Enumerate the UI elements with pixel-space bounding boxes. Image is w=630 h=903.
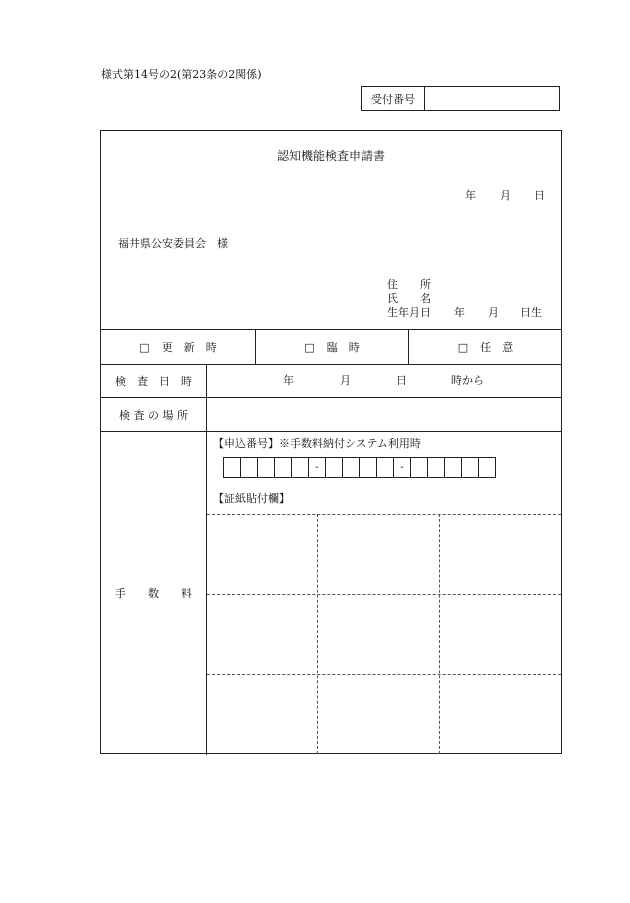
app-number-separator: - — [393, 457, 411, 478]
fee-label: 手 数 料 — [115, 586, 192, 600]
application-form — [100, 130, 562, 754]
exam-day: 日 — [396, 374, 407, 387]
stamp-grid-col-2 — [439, 514, 440, 754]
exam-datetime-field[interactable] — [207, 365, 562, 397]
app-number-cell[interactable] — [257, 457, 275, 478]
stamp-grid-row-2 — [207, 674, 561, 675]
app-number-cell[interactable] — [359, 457, 377, 478]
date-year: 年 — [465, 189, 476, 202]
app-number-cell[interactable] — [410, 457, 428, 478]
dob-month: 月 — [488, 306, 499, 319]
name-label: 氏 名 — [387, 292, 431, 305]
exam-year: 年 — [283, 374, 294, 387]
stamp-grid-row-1 — [207, 594, 561, 595]
exam-place-field[interactable] — [207, 398, 562, 431]
app-number-cell[interactable] — [291, 457, 309, 478]
voluntary-checkbox[interactable]: □ — [457, 340, 469, 354]
dob-year: 年 — [454, 306, 465, 319]
addressee: 福井県公安委員会 様 — [118, 237, 228, 250]
app-number-cell[interactable] — [444, 457, 462, 478]
application-number-heading: 【申込番号】※手数料納付システム利用時 — [213, 437, 421, 450]
exam-datetime-label: 検 査 日 時 — [115, 374, 192, 388]
app-number-cell[interactable] — [342, 457, 360, 478]
app-number-separator: - — [308, 457, 326, 478]
exam-time: 時から — [451, 374, 484, 387]
exam-place-label: 検 査 の 場 所 — [119, 408, 188, 422]
form-reference: 様式第14号の2(第23条の2関係) — [101, 68, 262, 81]
temporary-checkbox[interactable]: □ — [304, 340, 315, 354]
app-number-cell[interactable] — [376, 457, 394, 478]
option-voluntary[interactable] — [409, 330, 562, 364]
app-number-cell[interactable] — [274, 457, 292, 478]
app-number-cell[interactable] — [223, 457, 241, 478]
app-number-cell[interactable] — [461, 457, 479, 478]
voluntary-label: 任 意 — [480, 341, 514, 354]
dob-label: 生年月日 — [387, 306, 431, 319]
date-month: 月 — [500, 189, 511, 202]
temporary-label: 臨 時 — [326, 341, 360, 354]
application-number-cells — [223, 457, 496, 478]
stamp-grid-top — [207, 514, 561, 515]
renewal-checkbox[interactable]: □ — [139, 340, 150, 354]
dob-day: 日生 — [520, 306, 542, 319]
stamp-area-heading: 【証紙貼付欄】 — [213, 492, 290, 505]
reception-number-box — [361, 86, 560, 111]
exam-month: 月 — [340, 374, 351, 387]
renewal-label: 更 新 時 — [161, 341, 217, 354]
app-number-cell[interactable] — [325, 457, 343, 478]
option-renewal[interactable] — [101, 330, 255, 364]
reception-number-field[interactable] — [425, 87, 559, 110]
option-temporary[interactable] — [256, 330, 408, 364]
app-number-cell[interactable] — [240, 457, 258, 478]
address-label: 住 所 — [387, 278, 431, 291]
form-title: 認知機能検査申請書 — [276, 149, 385, 163]
date-day: 日 — [534, 189, 545, 202]
reception-number-label: 受付番号 — [362, 87, 425, 110]
app-number-cell[interactable] — [427, 457, 445, 478]
app-number-cell[interactable] — [478, 457, 496, 478]
stamp-grid-col-1 — [317, 514, 318, 754]
